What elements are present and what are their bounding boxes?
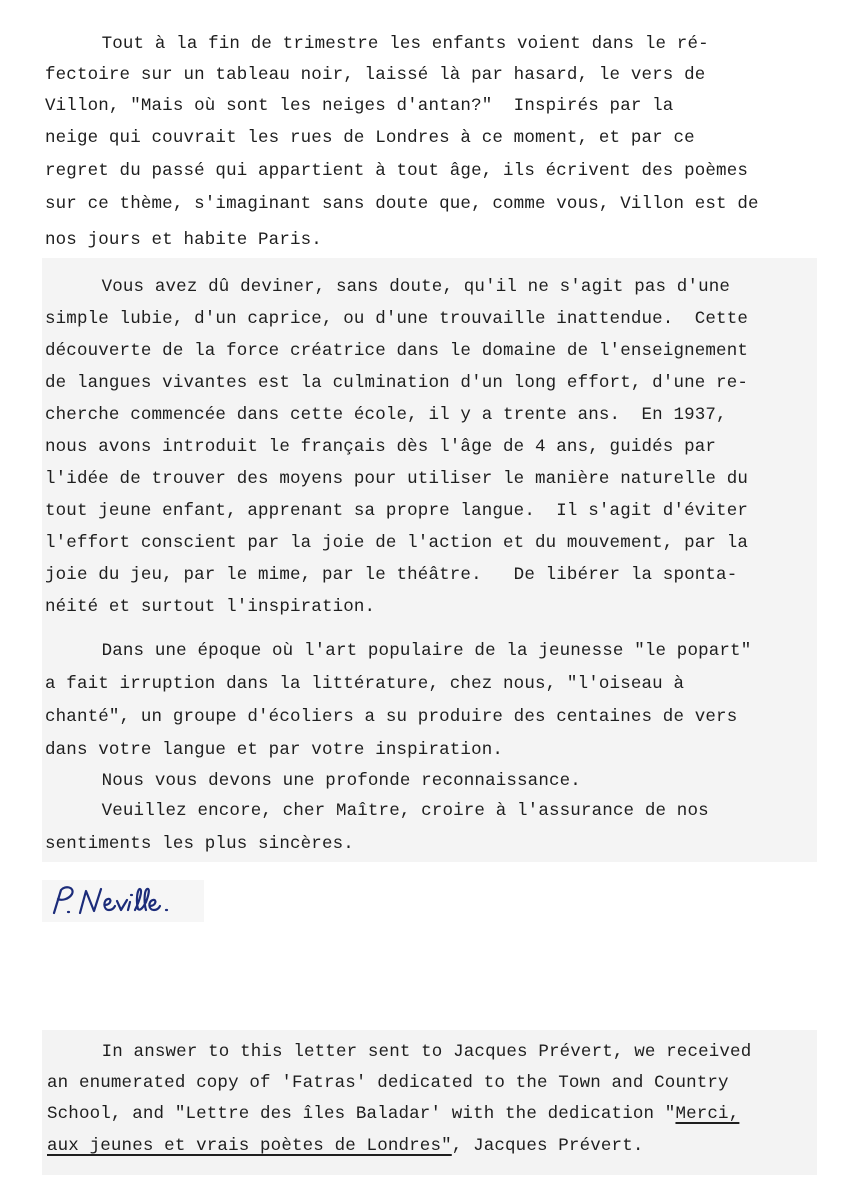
letter-body bbox=[42, 258, 817, 862]
text-line: Dans une époque où l'art populaire de la jeunesse "le popart" bbox=[59, 641, 752, 661]
text-line: Veuillez encore, cher Maître, croire à l'assurance de nos bbox=[59, 801, 709, 821]
text-line: an enumerated copy of 'Fatras' dedicated to the Town and Country bbox=[47, 1073, 729, 1093]
note-text: School, and "Lettre des îles Baladar' with the dedication " bbox=[47, 1104, 676, 1124]
text-line: néité et surtout l'inspiration. bbox=[45, 597, 376, 617]
text-line: dans votre langue et par votre inspiration. bbox=[45, 740, 504, 760]
dedication-underlined: aux jeunes et vrais poètes de Londres" bbox=[47, 1136, 452, 1156]
text-line: neige qui couvrait les rues de Londres à ce moment, et par ce bbox=[45, 128, 695, 148]
text-line bbox=[47, 1136, 644, 1156]
text-line: cherche commencée dans cette école, il y a trente ans. En 1937, bbox=[45, 405, 727, 425]
text-line: a fait irruption dans la littérature, chez nous, "l'oiseau à bbox=[45, 674, 685, 694]
text-line: chanté", un groupe d'écoliers a su produire des centaines de vers bbox=[45, 707, 738, 727]
text-line: fectoire sur un tableau noir, laissé là par hasard, le vers de bbox=[45, 65, 706, 85]
text-line: Vous avez dû deviner, sans doute, qu'il ne s'agit pas d'une bbox=[59, 277, 731, 297]
text-line: simple lubie, d'un caprice, ou d'une trouvaille inattendue. Cette bbox=[45, 309, 749, 329]
text-line: regret du passé qui appartient à tout âge, ils écrivent des poèmes bbox=[45, 161, 749, 181]
text-line: tout jeune enfant, apprenant sa propre langue. Il s'agit d'éviter bbox=[45, 501, 749, 521]
text-line: Villon, "Mais où sont les neiges d'antan?" Inspirés par la bbox=[45, 96, 674, 116]
text-line: l'idée de trouver des moyens pour utiliser le manière naturelle du bbox=[45, 469, 749, 489]
text-line: Tout à la fin de trimestre les enfants voient dans le ré- bbox=[59, 34, 709, 54]
text-line: découverte de la force créatrice dans le domaine de l'enseignement bbox=[45, 341, 749, 361]
text-line: sentiments les plus sincères. bbox=[45, 834, 354, 854]
text-line: nous avons introduit le français dès l'âge de 4 ans, guidés par bbox=[45, 437, 717, 457]
text-line: de langues vivantes est la culmination d'un long effort, d'une re- bbox=[45, 373, 749, 393]
text-line: In answer to this letter sent to Jacques Prévert, we received bbox=[59, 1042, 752, 1062]
text-line: l'effort conscient par la joie de l'action et du mouvement, par la bbox=[45, 533, 749, 553]
handwritten-signature bbox=[42, 880, 204, 922]
note-closing: , Jacques Prévert. bbox=[451, 1136, 644, 1156]
prevert-note bbox=[42, 1030, 817, 1175]
dedication-underlined: Merci, bbox=[675, 1104, 740, 1124]
letter-paragraph-4: Nous vous devons une profonde reconnaissance. bbox=[59, 771, 581, 791]
text-line bbox=[47, 1104, 739, 1124]
text-line: nos jours et habite Paris. bbox=[45, 230, 322, 250]
text-line: joie du jeu, par le mime, par le théâtre. De libérer la sponta- bbox=[45, 565, 738, 585]
text-line: sur ce thème, s'imaginant sans doute que, comme vous, Villon est de bbox=[45, 194, 759, 214]
letter-paragraph-1 bbox=[0, 0, 856, 252]
